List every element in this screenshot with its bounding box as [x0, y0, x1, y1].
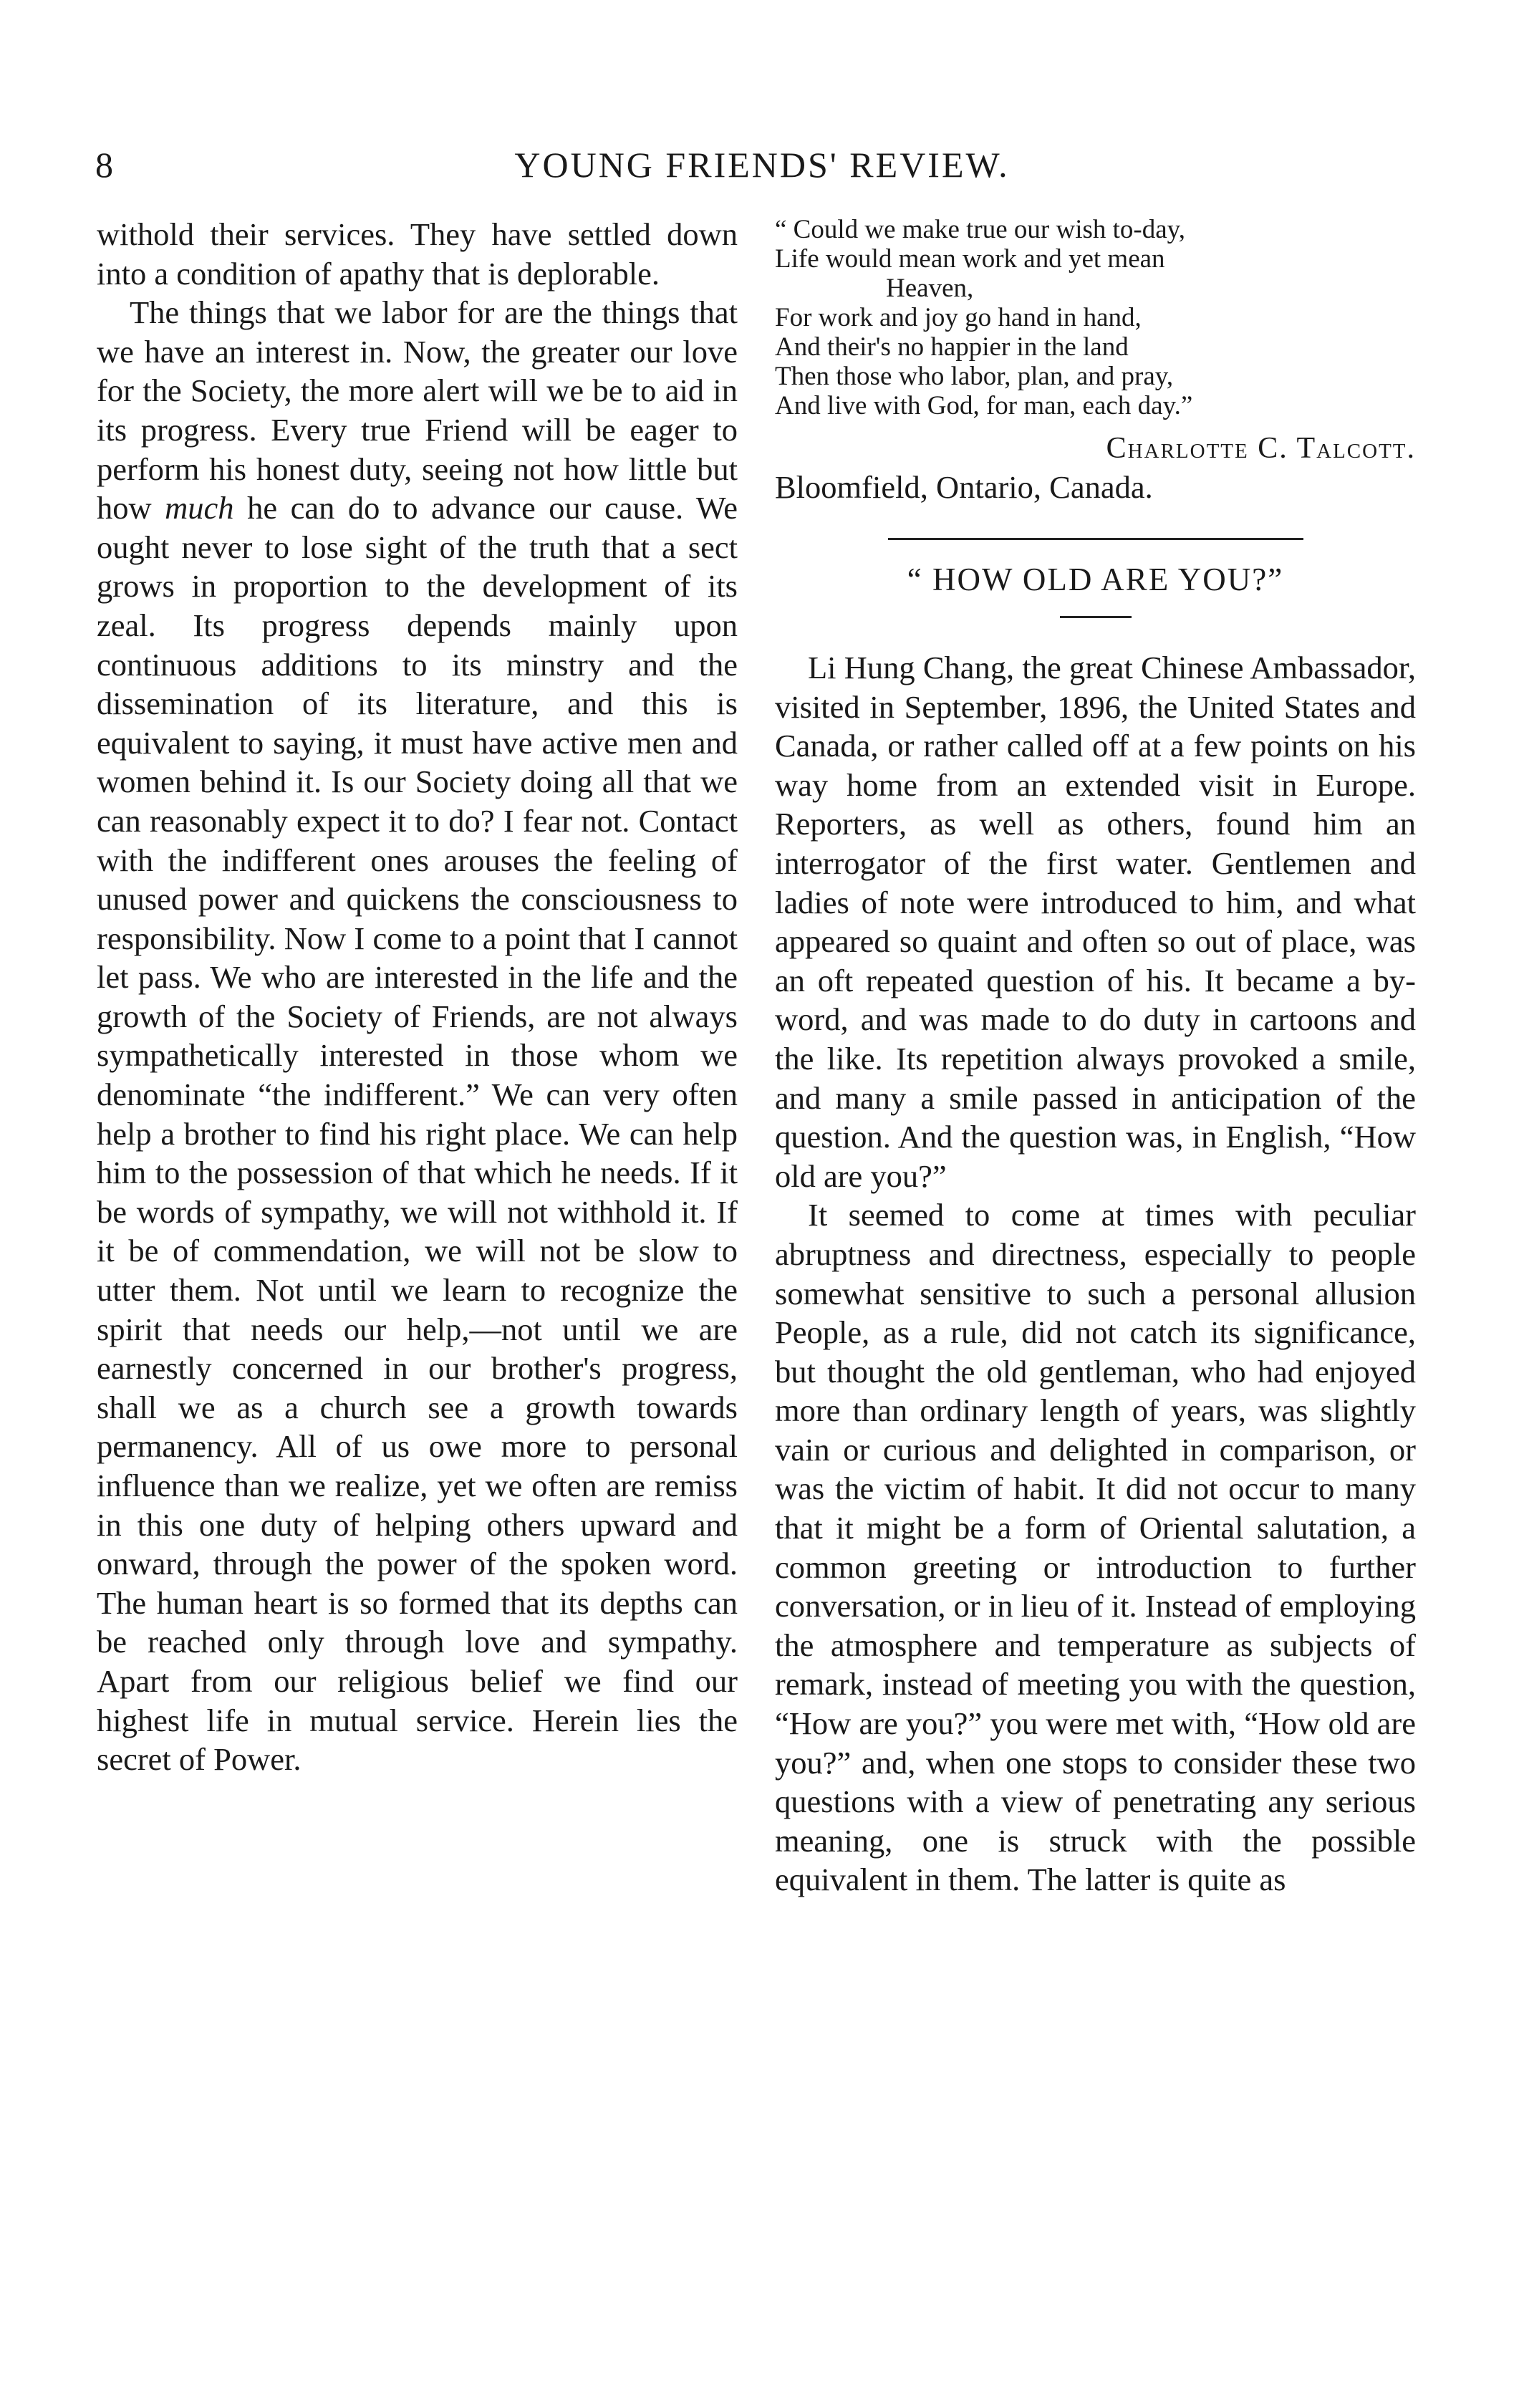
article-paragraph-1: Li Hung Chang, the great Chinese Ambassador, visited in September, 1896, the United States and Canada, or rather called off at a few points on his way home from an extended visit in Europe. Reporters, as well as others, found him an interrogator of the first water. Gentlemen and ladies of note were introduced to him, and what appeared so quaint and often so out of place, was an oft repeated question of his. It became a by-word, and was made to do duty in cartoons and the like. Its repetition always provoked a smile, and many a smile passed in anticipation of the question. And the question was, in English, “How old are you?”: [775, 650, 1416, 1194]
poem-line: Life would mean work and yet mean: [775, 244, 1165, 274]
right-column: [775, 215, 1416, 1899]
page-number: 8: [95, 145, 113, 185]
poem-line: Then those who labor, plan, and pray,: [775, 362, 1174, 391]
article-title: “ HOW OLD ARE YOU?”: [907, 562, 1284, 597]
poem-place: Bloomfield, Ontario, Canada.: [775, 469, 1153, 505]
left-paragraph-2-italic: much: [165, 490, 234, 526]
poem-line: For work and joy go hand in hand,: [775, 303, 1142, 332]
left-paragraph-2-part-b: he can do to advance our cause. We ought never to lose sight of the truth that a sect grows in proportion to the development of its zeal. Its progress depends mainly upon continuous additions to its minstry and the dissemination of its literature, and this is equivalent to saying, it must have active men and women behind it. Is our Society doing all that we can reasonably expect it to do? I fear not. Contact with the indifferent ones arouses the feeling of unused power and quickens the consciousness to responsibility. Now I come to a point that I cannot let pass. We who are interested in the life and the growth of the Society of Friends, are not always sympathetically interested in those whom we denominate “the indifferent.” We can very often help a brother to find his right place. We can help him to the possession of that which he needs. If it be words of sympathy, we will not withhold it. If it be of commendation, we will not be slow to utter them. Not until we learn to recognize the spirit that needs our help,—not until we are earnestly concerned in our brother's progress, shall we as a church see a growth towards permanency. All of us owe more to personal influence than we realize, yet we often are remiss in this one duty of helping others upward and onward, through the power of the spoken word. The human heart is so formed that its depths can be reached only through love and sympathy. Apart from our religious belief we find our highest life in mutual service. Herein lies the secret of Power.: [97, 490, 738, 1778]
left-paragraph-1: withold their services. They have settled down into a condition of apathy that is deplorable.: [97, 216, 738, 292]
poem-signature: Charlotte C. Talcott.: [1106, 432, 1416, 465]
poem-line: Heaven,: [886, 274, 974, 303]
running-title: YOUNG FRIENDS' REVIEW.: [514, 145, 1010, 185]
title-underline: [1060, 616, 1132, 618]
left-paragraph-2: [97, 293, 738, 1779]
left-column: [97, 215, 738, 1779]
section-divider: [888, 538, 1303, 540]
poem: [775, 215, 1416, 420]
poem-line: And their's no happier in the land: [775, 332, 1129, 362]
article-paragraph-2: It seemed to come at times with peculiar abruptness and directness, especially to people somewhat sensitive to such a personal allusion People, as a rule, did not catch its significance, but thought the old gentleman, who had enjoyed more than ordinary length of years, was slightly vain or curious and delighted in comparison, or was the victim of habit. It did not occur to many that it might be a form of Oriental salutation, a common greeting or introduction to further conversation, or in lieu of it. Instead of employing the atmosphere and temperature as subjects of remark, instead of meeting you with the question, “How are you?” you were met with, “How old are you?” and, when one stops to consider these two questions with a view of penetrating any serious meaning, one is struck with the possible equivalent in them. The latter is quite as: [775, 1197, 1416, 1898]
poem-line: And live with God, for man, each day.”: [775, 391, 1193, 420]
poem-line: “ Could we make true our wish to-day,: [775, 215, 1186, 244]
left-paragraph-2-part-a: The things that we labor for are the things that we have an interest in. Now, the greater our love for the Society, the more alert will we be to aid in its progress. Every true Friend will be eager to perform his honest duty, seeing not how little but how: [97, 294, 738, 526]
